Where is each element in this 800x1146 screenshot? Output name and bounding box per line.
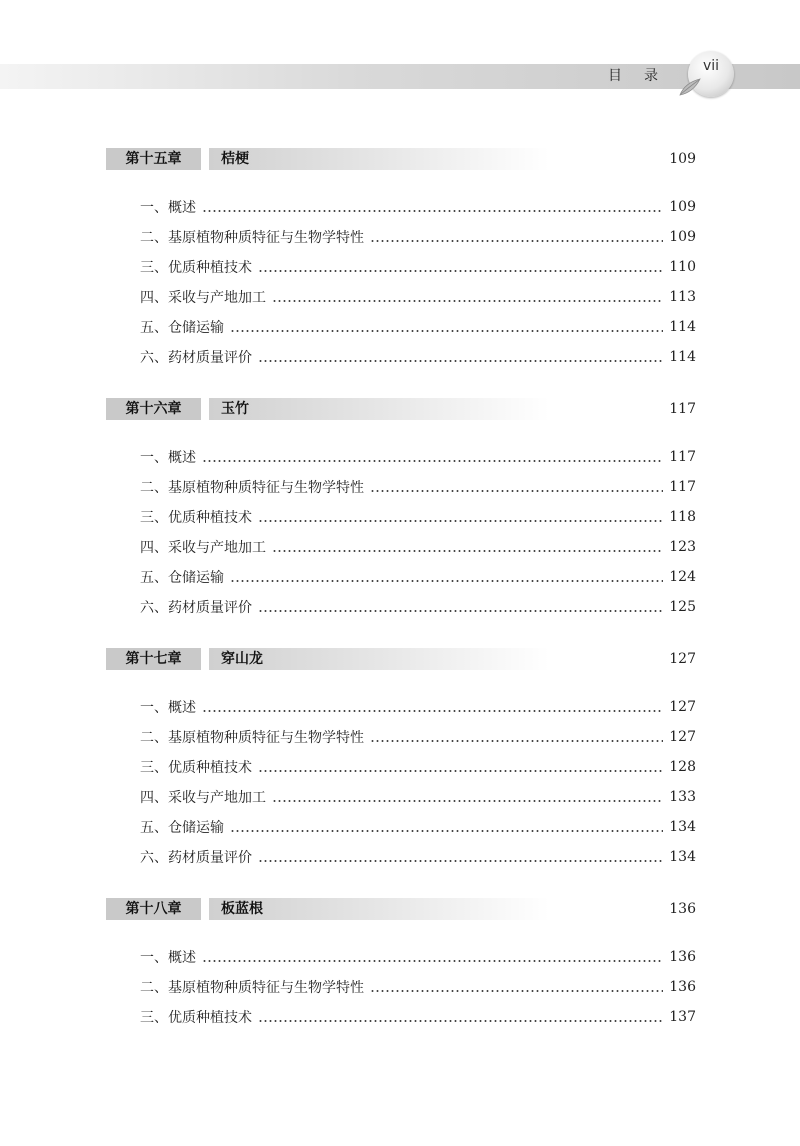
chapter-block [106, 898, 696, 1032]
dot-leader [258, 610, 663, 612]
dot-leader [370, 990, 663, 992]
toc-section-entry[interactable] [106, 1002, 696, 1032]
toc-section-entry[interactable] [106, 942, 696, 972]
toc-section-entry[interactable] [106, 342, 696, 372]
chapter-page-number: 136 [669, 901, 696, 917]
section-title: 五、仓储运输 [140, 570, 224, 586]
toc-section-entry[interactable] [106, 252, 696, 282]
dot-leader [272, 800, 663, 802]
dot-leader [230, 580, 663, 582]
chapter-number-label: 第十五章 [106, 148, 201, 170]
chapter-block [106, 398, 696, 622]
toc-section-entry[interactable] [106, 782, 696, 812]
section-page-number: 114 [669, 319, 696, 335]
toc-section-entry[interactable] [106, 532, 696, 562]
dot-leader [202, 960, 663, 962]
section-page-number: 133 [669, 789, 696, 805]
section-page-number: 137 [669, 1009, 696, 1025]
section-title: 一、概述 [140, 450, 196, 466]
section-title: 三、优质种植技术 [140, 510, 252, 526]
chapter-heading[interactable] [106, 648, 696, 670]
section-list [106, 692, 696, 872]
dot-leader [370, 740, 663, 742]
section-page-number: 113 [669, 289, 696, 305]
chapter-heading[interactable] [106, 898, 696, 920]
section-page-number: 123 [669, 539, 696, 555]
section-page-number: 110 [669, 259, 696, 275]
dot-leader [258, 520, 663, 522]
section-title: 三、优质种植技术 [140, 260, 252, 276]
dot-leader [258, 360, 663, 362]
section-page-number: 109 [669, 229, 696, 245]
chapter-number-label: 第十八章 [106, 898, 201, 920]
section-page-number: 117 [669, 479, 696, 495]
section-title: 二、基原植物种质特征与生物学特性 [140, 980, 364, 996]
chapter-number-label: 第十六章 [106, 398, 201, 420]
dot-leader [258, 1020, 663, 1022]
toc-section-entry[interactable] [106, 472, 696, 502]
section-title: 一、概述 [140, 700, 196, 716]
section-title: 二、基原植物种质特征与生物学特性 [140, 230, 364, 246]
section-page-number: 134 [669, 819, 696, 835]
section-title: 五、仓储运输 [140, 320, 224, 336]
chapter-title: 桔梗 [209, 148, 549, 170]
section-title: 四、采收与产地加工 [140, 540, 266, 556]
section-page-number: 117 [669, 449, 696, 465]
section-title: 五、仓储运输 [140, 820, 224, 836]
section-page-number: 109 [669, 199, 696, 215]
toc-section-entry[interactable] [106, 972, 696, 1002]
dot-leader [370, 490, 663, 492]
chapter-heading[interactable] [106, 148, 696, 170]
section-title: 二、基原植物种质特征与生物学特性 [140, 480, 364, 496]
section-title: 六、药材质量评价 [140, 600, 252, 616]
page-number: vii [702, 58, 720, 74]
toc-section-entry[interactable] [106, 842, 696, 872]
leaf-icon [678, 75, 702, 97]
section-page-number: 128 [669, 759, 696, 775]
toc-section-entry[interactable] [106, 312, 696, 342]
chapter-title: 板蓝根 [209, 898, 549, 920]
dot-leader [370, 240, 663, 242]
chapter-page-number: 127 [669, 651, 696, 667]
dot-leader [272, 300, 663, 302]
section-page-number: 127 [669, 729, 696, 745]
section-list [106, 942, 696, 1032]
chapter-number-label: 第十七章 [106, 648, 201, 670]
toc-section-entry[interactable] [106, 282, 696, 312]
dot-leader [258, 770, 663, 772]
toc-section-entry[interactable] [106, 192, 696, 222]
toc-section-entry[interactable] [106, 502, 696, 532]
dot-leader [202, 210, 663, 212]
section-title: 六、药材质量评价 [140, 350, 252, 366]
dot-leader [202, 460, 663, 462]
section-list [106, 192, 696, 372]
section-title: 一、概述 [140, 950, 196, 966]
section-page-number: 124 [669, 569, 696, 585]
section-title: 三、优质种植技术 [140, 760, 252, 776]
section-page-number: 125 [669, 599, 696, 615]
chapter-title: 玉竹 [209, 398, 549, 420]
dot-leader [230, 330, 663, 332]
section-page-number: 136 [669, 979, 696, 995]
section-title: 四、采收与产地加工 [140, 790, 266, 806]
chapter-heading[interactable] [106, 398, 696, 420]
dot-leader [258, 860, 663, 862]
chapter-block [106, 648, 696, 872]
section-title: 四、采收与产地加工 [140, 290, 266, 306]
chapter-page-number: 117 [669, 401, 696, 417]
section-title: 一、概述 [140, 200, 196, 216]
section-page-number: 134 [669, 849, 696, 865]
toc-section-entry[interactable] [106, 222, 696, 252]
section-page-number: 118 [669, 509, 696, 525]
toc-section-entry[interactable] [106, 692, 696, 722]
section-title: 二、基原植物种质特征与生物学特性 [140, 730, 364, 746]
chapter-title: 穿山龙 [209, 648, 549, 670]
section-page-number: 114 [669, 349, 696, 365]
section-list [106, 442, 696, 622]
toc-section-entry[interactable] [106, 752, 696, 782]
toc-section-entry[interactable] [106, 562, 696, 592]
chapter-page-number: 109 [669, 151, 696, 167]
toc-section-entry[interactable] [106, 442, 696, 472]
toc-section-entry[interactable] [106, 592, 696, 622]
chapter-block [106, 148, 696, 372]
dot-leader [272, 550, 663, 552]
dot-leader [202, 710, 663, 712]
section-page-number: 127 [669, 699, 696, 715]
toc-section-entry[interactable] [106, 812, 696, 842]
toc-section-entry[interactable] [106, 722, 696, 752]
running-header-title: 目录 [608, 68, 680, 84]
dot-leader [230, 830, 663, 832]
section-title: 三、优质种植技术 [140, 1010, 252, 1026]
dot-leader [258, 270, 663, 272]
section-title: 六、药材质量评价 [140, 850, 252, 866]
section-page-number: 136 [669, 949, 696, 965]
